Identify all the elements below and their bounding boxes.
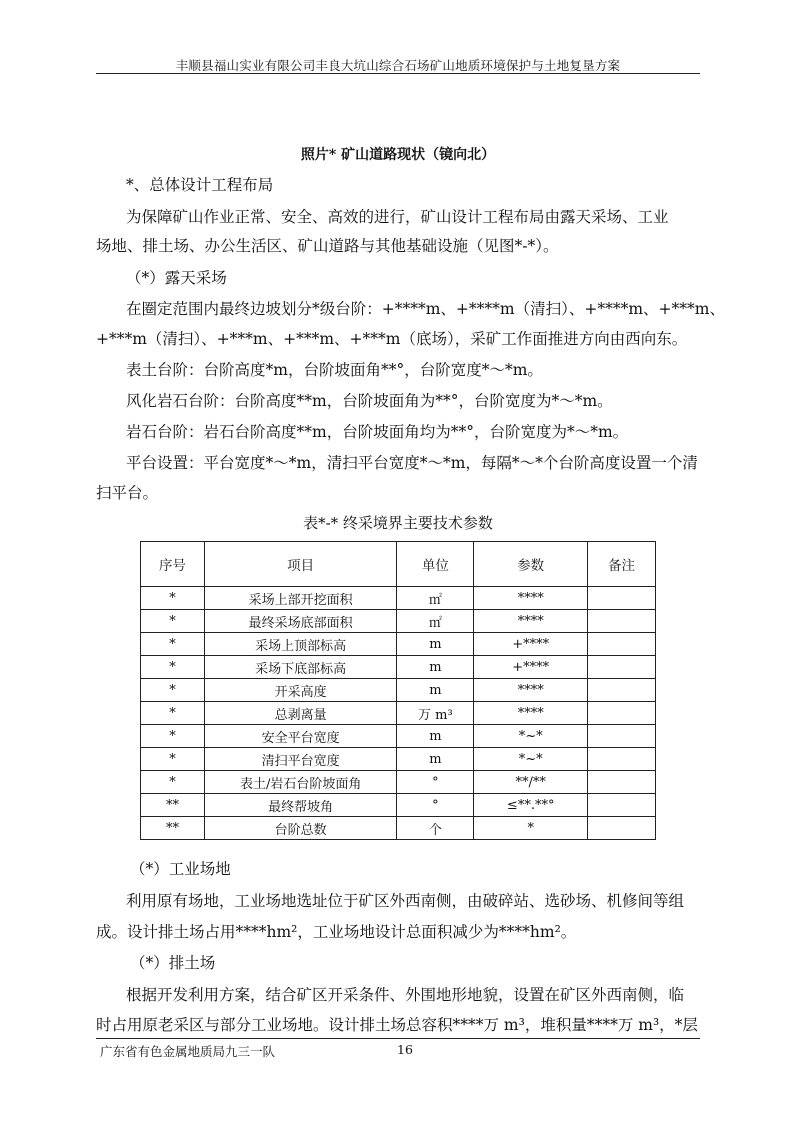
table-cell: ㎡ [397,610,474,633]
table-cell: ° [397,794,474,817]
dump-heading: （*）排土场 [130,954,216,972]
table-cell [588,679,656,702]
table-cell: * [141,656,205,679]
topsoil-bench: 表土台阶：台阶高度*m，台阶坡面角**°，台阶宽度*～*m。 [126,361,543,379]
table-cell: 安全平台宽度 [204,725,397,748]
table-row [141,817,656,840]
table-row [141,587,656,610]
table-cell [588,702,656,725]
table-cell: **** [474,679,588,702]
table-cell: 万 m³ [397,702,474,725]
table-cell: *~* [474,748,588,771]
table-cell: m [397,679,474,702]
table-cell: ° [397,771,474,794]
header-cell: 参数 [474,542,588,587]
table-cell [588,587,656,610]
section-heading: *、总体设计工程布局 [126,176,274,194]
table-cell: 个 [397,817,474,840]
table-cell: **** [474,610,588,633]
table-cell: +**** [474,656,588,679]
table-cell: * [474,817,588,840]
intro-line-1: 为保障矿山作业正常、安全、高效的进行，矿山设计工程布局由露天采场、工业 [126,208,669,226]
footer-rule [96,1038,700,1039]
table-cell: *~* [474,725,588,748]
table-cell: * [141,748,205,771]
dump-line-1: 根据开发利用方案，结合矿区开采条件、外围地形地貌，设置在矿区外西南侧，临 [126,986,685,1004]
header-cell: 备注 [588,542,656,587]
technical-parameters-table [140,541,656,840]
table-cell: * [141,702,205,725]
table-cell: 采场上顶部标高 [204,633,397,656]
table-cell: * [141,679,205,702]
table-cell: ** [141,817,205,840]
table-cell: 采场下底部标高 [204,656,397,679]
table-cell: ≤**.**° [474,794,588,817]
table-cell [588,725,656,748]
table-cell: 台阶总数 [204,817,397,840]
table-cell: +**** [474,633,588,656]
table-cell [588,771,656,794]
table-cell [588,656,656,679]
table-row [141,633,656,656]
industrial-heading: （*）工业场地 [130,860,231,878]
table-cell: 最终帮坡角 [204,794,397,817]
table-cell: ㎡ [397,587,474,610]
table-row [141,610,656,633]
table-cell: * [141,587,205,610]
table-row [141,748,656,771]
table-title: 表*-* 终采境界主要技术参数 [303,514,493,532]
table-cell [588,748,656,771]
table-row [141,771,656,794]
table-row [141,702,656,725]
table-cell [588,794,656,817]
page-number: 16 [397,1042,413,1057]
platform-line-2: 扫平台。 [96,484,159,502]
table-cell: **/** [474,771,588,794]
table-cell: 清扫平台宽度 [204,748,397,771]
table-row [141,725,656,748]
table-cell: ** [141,794,205,817]
table-cell: 采场上部开挖面积 [204,587,397,610]
header-cell: 序号 [141,542,205,587]
table-cell: m [397,633,474,656]
table-cell: **** [474,702,588,725]
industrial-line-2: 成。设计排土场占用****hm²，工业场地设计总面积减少为****hm²。 [96,923,577,941]
table-row [141,794,656,817]
table-cell: 表土/岩石台阶坡面角 [204,771,397,794]
header-rule [96,73,700,74]
table-cell: m [397,748,474,771]
table-cell: * [141,633,205,656]
table-cell: 开采高度 [204,679,397,702]
industrial-line-1: 利用原有场地，工业场地选址位于矿区外西南侧，由破碎站、选砂场、机修间等组 [126,892,685,910]
dump-line-2: 时占用原老采区与部分工业场地。设计排土场总容积****万 m³，堆积量****万 m³，*层 [96,1016,698,1034]
table-row [141,656,656,679]
photo-caption: 照片* 矿山道路现状（镜向北） [300,147,496,163]
table-cell: * [141,725,205,748]
table-cell: **** [474,587,588,610]
open-pit-heading: （*）露天采场 [126,269,227,287]
header-cell: 项目 [204,542,397,587]
weathered-rock-bench: 风化岩石台阶：台阶高度**m，台阶坡面角为**°，台阶宽度为*～*m。 [126,392,613,410]
platform-line-1: 平台设置：平台宽度*～*m，清扫平台宽度*～*m，每隔*～*个台阶高度设置一个清 [126,454,698,472]
intro-line-2: 场地、排土场、办公生活区、矿山道路与其他基础设施（见图*-*）。 [96,237,559,255]
open-pit-line-2: +***m（清扫）、+***m、+***m、+***m（底场），采矿工作面推进方向由西向东。 [96,330,688,348]
table-cell: 总剥离量 [204,702,397,725]
document-header: 丰顺县福山实业有限公司丰良大坑山综合石场矿山地质环境保护与土地复垦方案 [175,58,621,73]
footer-organization: 广东省有色金属地质局九三一队 [100,1044,276,1059]
rock-bench: 岩石台阶：岩石台阶高度**m，台阶坡面角均为**°，台阶宽度为*～*m。 [126,423,629,441]
open-pit-line-1: 在圈定范围内最终边坡划分*级台阶：+****m、+****m（清扫）、+****m、+***m、 [126,300,725,318]
table-header-row [141,542,656,587]
table-cell [588,633,656,656]
table-cell [588,610,656,633]
table-cell [588,817,656,840]
table-row [141,679,656,702]
header-cell: 单位 [397,542,474,587]
table-cell: 最终采场底部面积 [204,610,397,633]
table-cell: * [141,771,205,794]
table-cell: * [141,610,205,633]
table-cell: m [397,656,474,679]
table-cell: m [397,725,474,748]
